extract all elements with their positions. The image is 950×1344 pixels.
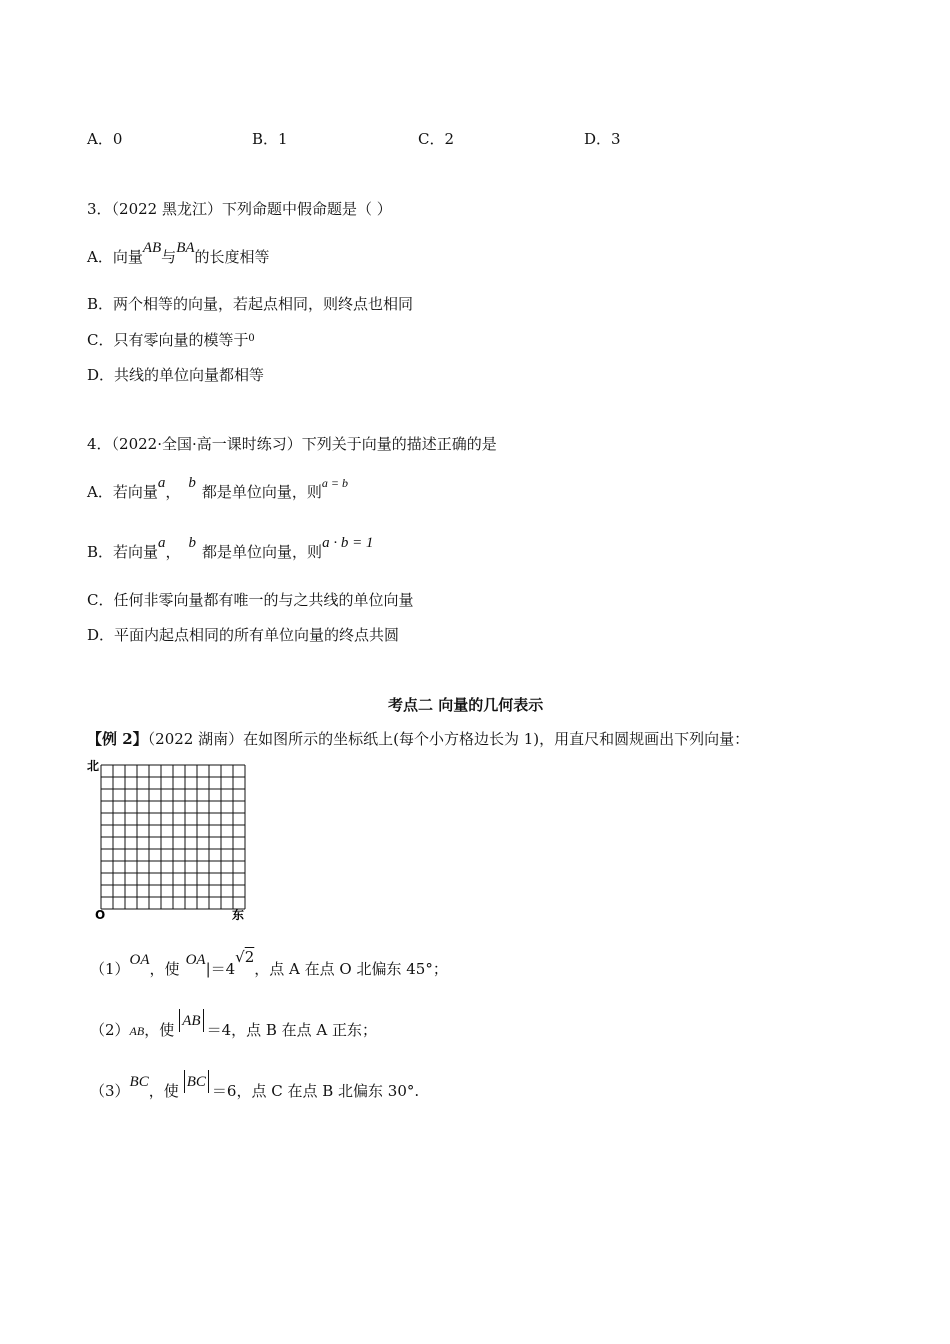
q4-option-b: B．若向量a， b 都是单位向量，则a · b = 1 [87, 535, 374, 561]
item-3: （3）BC，使 BC ＝6，点 C 在点 B 北偏东 30°. [90, 1074, 420, 1100]
q4-option-c: C．任何非零向量都有唯一的与之共线的单位向量 [87, 591, 414, 609]
sqrt-symbol: √2 [235, 948, 255, 966]
q3-stem: 3．（2022 黑龙江）下列命题中假命题是（ ） [87, 200, 392, 218]
q4-option-a: A．若向量a， b 都是单位向量，则$^{a = b}$ [87, 475, 348, 501]
q3-option-a: A．向量AB与BA的长度相等 [87, 240, 270, 266]
formula-a-dot-b: a · b = 1 [322, 535, 374, 551]
q3-option-d: D．共线的单位向量都相等 [87, 366, 265, 384]
origin-label: O [95, 908, 106, 922]
vector-ab: AB [142, 240, 162, 256]
q2-option-d: D．3 [584, 130, 621, 148]
q4-option-d: D．平面内起点相同的所有单位向量的终点共圆 [87, 626, 400, 644]
item-2: （2）AB，使 AB ＝4，点 B 在点 A 正东； [90, 1013, 378, 1039]
example2-text: 【例 2】（2022 湖南）在如图所示的坐标纸上(每个小方格边长为 1)，用直尺和圆规画出下列向量： [87, 730, 750, 748]
formula-a-eq-b: a = b [321, 476, 348, 490]
q2-option-b: B．1 [252, 130, 288, 148]
q2-option-c: C．2 [418, 130, 455, 148]
q3-option-b: B．两个相等的向量，若起点相同，则终点也相同 [87, 295, 414, 313]
east-label: 东 [232, 908, 245, 922]
vector-ba: BA [176, 240, 195, 256]
section-title: 考点二 向量的几何表示 [388, 696, 544, 714]
item-1: （1）OA，使 OA|＝4√2，点 A 在点 O 北偏东 45°； [90, 948, 448, 978]
north-label: 北 [87, 759, 100, 773]
q2-option-a: A．0 [87, 130, 123, 148]
q4-stem: 4．（2022·全国·高一课时练习）下列关于向量的描述正确的是 [87, 435, 497, 453]
coordinate-grid [86, 756, 256, 926]
q3-option-c: C．只有零向量的模等于$^0$ [87, 330, 255, 349]
grid-lines [101, 765, 245, 909]
